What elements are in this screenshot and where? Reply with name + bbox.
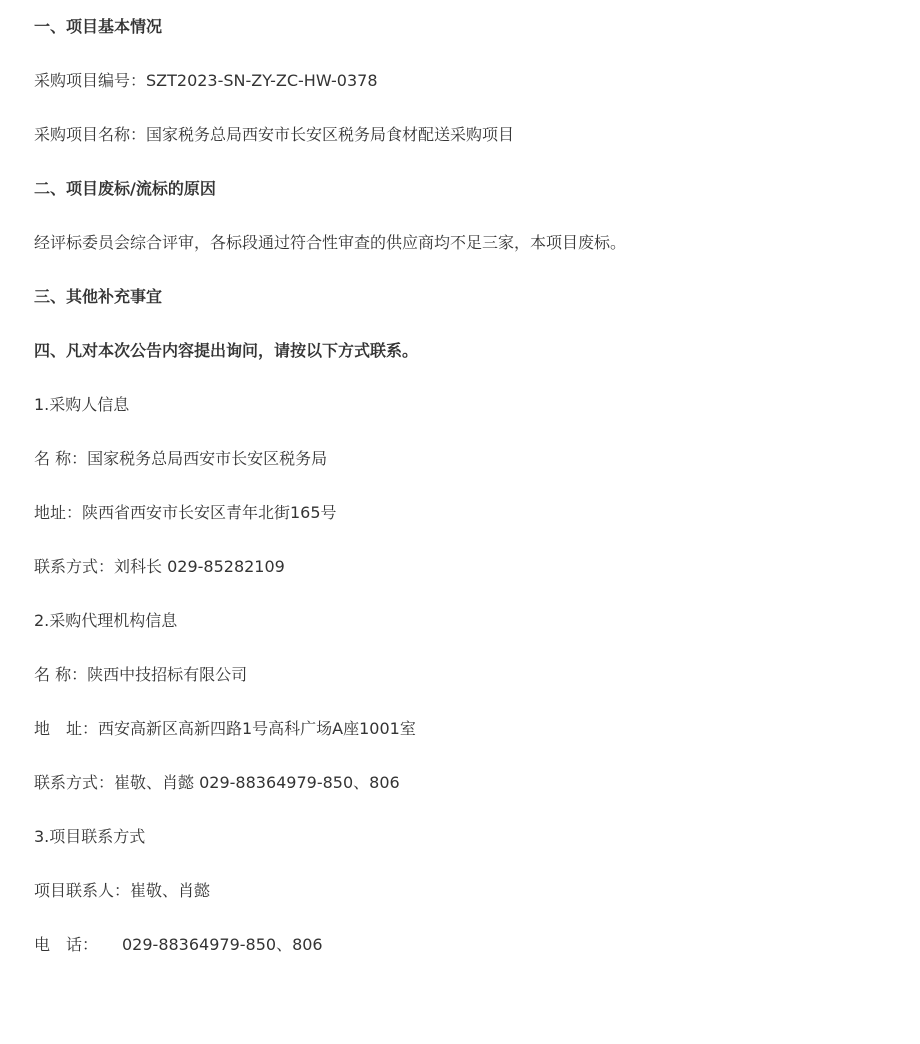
agency-address: 地 址：西安高新区高新四路1号高科广场A座1001室 — [34, 719, 416, 738]
purchaser-info-title: 1.采购人信息 — [34, 395, 130, 414]
purchaser-name: 名 称：国家税务总局西安市长安区税务局 — [34, 449, 328, 468]
project-name: 采购项目名称：国家税务总局西安市长安区税务局食材配送采购项目 — [34, 125, 515, 144]
project-contact-person: 项目联系人：崔敬、肖懿 — [34, 881, 211, 900]
project-contact-title: 3.项目联系方式 — [34, 827, 146, 846]
agency-info-title: 2.采购代理机构信息 — [34, 611, 178, 630]
agency-contact: 联系方式：崔敬、肖懿 029-88364979-850、806 — [34, 773, 400, 792]
project-number: 采购项目编号：SZT2023-SN-ZY-ZC-HW-0378 — [34, 71, 378, 90]
failure-reason-text: 经评标委员会综合评审，各标段通过符合性审查的供应商均不足三家，本项目废标。 — [34, 233, 627, 252]
section-heading-basic-info: 一、项目基本情况 — [34, 17, 163, 36]
section-heading-other-matters: 三、其他补充事宜 — [34, 287, 163, 306]
project-contact-phone: 电 话： 029-88364979-850、806 — [34, 935, 323, 954]
section-heading-contact: 四、凡对本次公告内容提出询问，请按以下方式联系。 — [34, 341, 419, 360]
agency-name: 名 称：陕西中技招标有限公司 — [34, 665, 248, 684]
purchaser-address: 地址：陕西省西安市长安区青年北街165号 — [34, 503, 337, 522]
purchaser-contact: 联系方式：刘科长 029-85282109 — [34, 557, 285, 576]
section-heading-failure-reason: 二、项目废标/流标的原因 — [34, 179, 216, 198]
